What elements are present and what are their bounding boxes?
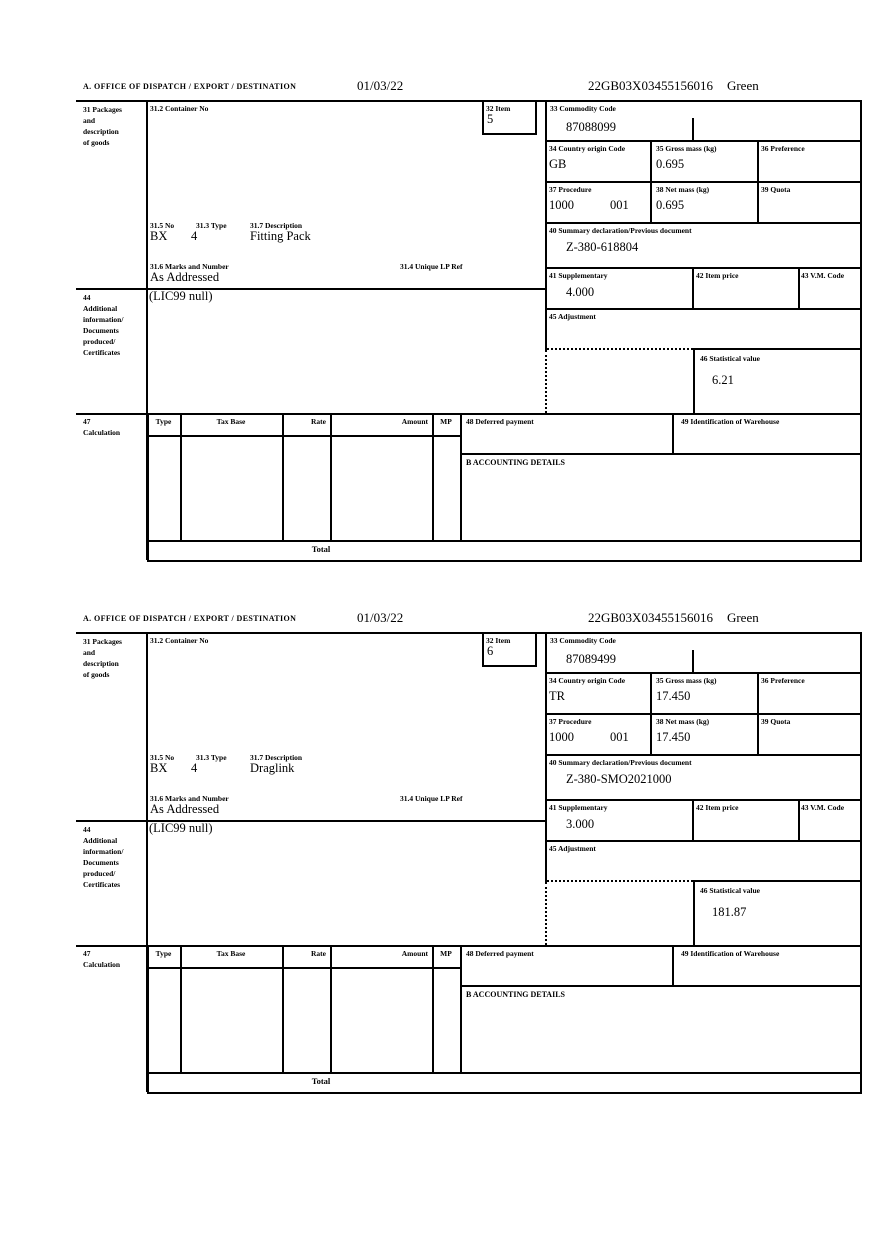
accounting-details-label: B ACCOUNTING DETAILS [466,990,565,999]
grid-line [693,348,695,415]
previous-document-label: 40 Summary declaration/Previous document [549,226,692,235]
package-type-value: 4 [191,229,198,243]
gross-mass-label: 35 Gross mass (kg) [656,144,717,153]
gross-mass-value: 0.695 [656,157,685,171]
marks-label: 31.6 Marks and Number [150,262,229,271]
grid-line [693,880,695,947]
grid-line [76,945,862,947]
package-type-value: 4 [191,761,198,775]
box44-label: 44 Additional information/ Documents produced/ Certificates [83,825,124,889]
grid-line [432,413,434,542]
calc-header-tax-base: Tax Base [216,949,246,958]
mrn-number: 22GB03X03455156016 [588,610,713,625]
net-mass-value: 0.695 [656,198,685,212]
grid-line [76,100,862,102]
unique-lp-ref-label: 31.4 Unique LP Ref [400,794,463,803]
gross-mass-value: 17.450 [656,689,691,703]
dotted-grid-line [547,880,693,882]
description-label: 31.7 Description [250,753,303,762]
grid-line [147,560,862,562]
grid-line [545,100,547,350]
item-label: 32 Item [486,636,511,645]
package-no-value: BX [150,761,168,775]
deferred-payment-label: 48 Deferred payment [466,949,534,958]
box47-label: 47 Calculation [83,417,121,437]
calc-header-type: Type [155,417,172,426]
quota-label: 39 Quota [761,717,791,726]
grid-line [672,945,674,987]
package-type-label: 31.3 Type [196,221,227,230]
warehouse-id-label: 49 Identification of Warehouse [681,417,780,426]
grid-line [545,840,862,842]
grid-line [460,453,862,455]
calc-header-rate: Rate [311,949,326,958]
grid-line [692,799,694,842]
grid-line [147,1092,862,1094]
declaration-item-form [0,610,882,1102]
calc-header-tax-base: Tax Base [216,417,246,426]
procedure-label: 37 Procedure [549,185,592,194]
statistical-value-label: 46 Statistical value [700,354,760,363]
grid-line [672,413,674,455]
calc-header-amount: Amount [401,949,428,958]
package-no-value: BX [150,229,168,243]
container-no-label: 31.2 Container No [150,636,209,645]
package-type-label: 31.3 Type [196,753,227,762]
declaration-item-form [0,78,882,570]
supplementary-label: 41 Supplementary [549,803,608,812]
gross-mass-label: 35 Gross mass (kg) [656,676,717,685]
grid-line [76,288,547,290]
item-number-value: 6 [487,644,494,658]
item-price-label: 42 Item price [696,271,739,280]
country-origin-label: 34 Country origin Code [549,144,626,153]
procedure-value-2: 001 [610,730,629,744]
previous-document-label: 40 Summary declaration/Previous document [549,758,692,767]
grid-line [76,820,547,822]
routing-status: Green [726,610,759,625]
grid-line [798,799,800,842]
grid-line [180,413,182,542]
grid-line [180,945,182,1074]
supplementary-value: 3.000 [566,817,595,831]
country-origin-value: GB [549,157,567,171]
mrn-line [588,610,759,626]
grid-line [693,880,862,882]
description-label: 31.7 Description [250,221,303,230]
commodity-code-divider [692,118,694,142]
grid-line [460,945,462,1074]
grid-line [76,413,862,415]
calc-header-mp: MP [440,417,452,426]
procedure-value-1: 1000 [549,730,574,744]
deferred-payment-label: 48 Deferred payment [466,417,534,426]
commodity-code-divider [692,650,694,674]
calc-header-type: Type [155,949,172,958]
grid-line [860,100,862,562]
marks-value: As Addressed [150,270,220,284]
grid-line [282,413,284,542]
dotted-grid-line [547,348,693,350]
office-of-dispatch-label: A. OFFICE OF DISPATCH / EXPORT / DESTINATION [83,614,297,623]
declaration-date: 01/03/22 [357,78,404,93]
dotted-grid-line [545,350,547,413]
grid-line [460,985,862,987]
procedure-value-1: 1000 [549,198,574,212]
package-no-label: 31.5 No [150,753,175,762]
marks-label: 31.6 Marks and Number [150,794,229,803]
grid-line [545,672,862,674]
grid-line [693,348,862,350]
goods-description-value: Fitting Pack [250,229,311,243]
grid-line [545,267,862,269]
calc-header-amount: Amount [401,417,428,426]
total-label: Total [311,1076,331,1086]
total-label: Total [311,544,331,554]
grid-line [860,632,862,1094]
box44-label: 44 Additional information/ Documents produced/ Certificates [83,293,124,357]
grid-line [76,632,862,634]
preference-label: 36 Preference [761,676,805,685]
grid-line [545,754,862,756]
quota-label: 39 Quota [761,185,791,194]
vm-code-label: 43 V.M. Code [801,271,845,280]
country-origin-label: 34 Country origin Code [549,676,626,685]
dotted-grid-line [545,882,547,945]
package-no-label: 31.5 No [150,221,175,230]
item-price-label: 42 Item price [696,803,739,812]
container-no-label: 31.2 Container No [150,104,209,113]
statistical-value: 6.21 [712,373,734,387]
grid-line [147,540,862,542]
routing-status: Green [726,78,759,93]
supplementary-value: 4.000 [566,285,595,299]
adjustment-label: 45 Adjustment [549,312,596,321]
net-mass-value: 17.450 [656,730,691,744]
previous-document-value: Z-380-SMO2021000 [566,772,672,786]
grid-line [545,308,862,310]
warehouse-id-label: 49 Identification of Warehouse [681,949,780,958]
accounting-details-label: B ACCOUNTING DETAILS [466,458,565,467]
box31-label: 31 Packages and description of goods [83,637,122,679]
box31-label: 31 Packages and description of goods [83,105,122,147]
procedure-value-2: 001 [610,198,629,212]
unique-lp-ref-label: 31.4 Unique LP Ref [400,262,463,271]
additional-info-value: (LIC99 null) [149,289,213,303]
goods-description-value: Draglink [250,761,295,775]
preference-label: 36 Preference [761,144,805,153]
declaration-date: 01/03/22 [357,610,404,625]
calc-header-mp: MP [440,949,452,958]
grid-line [330,945,332,1074]
commodity-code-label: 33 Commodity Code [550,636,616,645]
grid-line [147,435,462,437]
marks-value: As Addressed [150,802,220,816]
mrn-line [588,78,759,94]
item-label: 32 Item [486,104,511,113]
supplementary-label: 41 Supplementary [549,271,608,280]
grid-line [330,413,332,542]
commodity-code-label: 33 Commodity Code [550,104,616,113]
previous-document-value: Z-380-618804 [566,240,639,254]
grid-line [545,181,862,183]
grid-line [545,632,547,882]
grid-line [147,1072,862,1074]
statistical-value-label: 46 Statistical value [700,886,760,895]
commodity-code-value: 87088099 [566,120,616,134]
country-origin-value: TR [549,689,565,703]
net-mass-label: 38 Net mass (kg) [656,185,710,194]
commodity-code-value: 87089499 [566,652,616,666]
grid-line [545,799,862,801]
adjustment-label: 45 Adjustment [549,844,596,853]
grid-line [692,267,694,310]
office-of-dispatch-label: A. OFFICE OF DISPATCH / EXPORT / DESTINATION [83,82,297,91]
procedure-label: 37 Procedure [549,717,592,726]
grid-line [545,222,862,224]
box47-label: 47 Calculation [83,949,121,969]
grid-line [545,713,862,715]
statistical-value: 181.87 [712,905,747,919]
mrn-number: 22GB03X03455156016 [588,78,713,93]
grid-line [798,267,800,310]
grid-line [460,413,462,542]
vm-code-label: 43 V.M. Code [801,803,845,812]
grid-line [282,945,284,1074]
calc-header-rate: Rate [311,417,326,426]
net-mass-label: 38 Net mass (kg) [656,717,710,726]
grid-line [147,967,462,969]
additional-info-value: (LIC99 null) [149,821,213,835]
grid-line [432,945,434,1074]
item-number-value: 5 [487,112,494,126]
grid-line [545,140,862,142]
